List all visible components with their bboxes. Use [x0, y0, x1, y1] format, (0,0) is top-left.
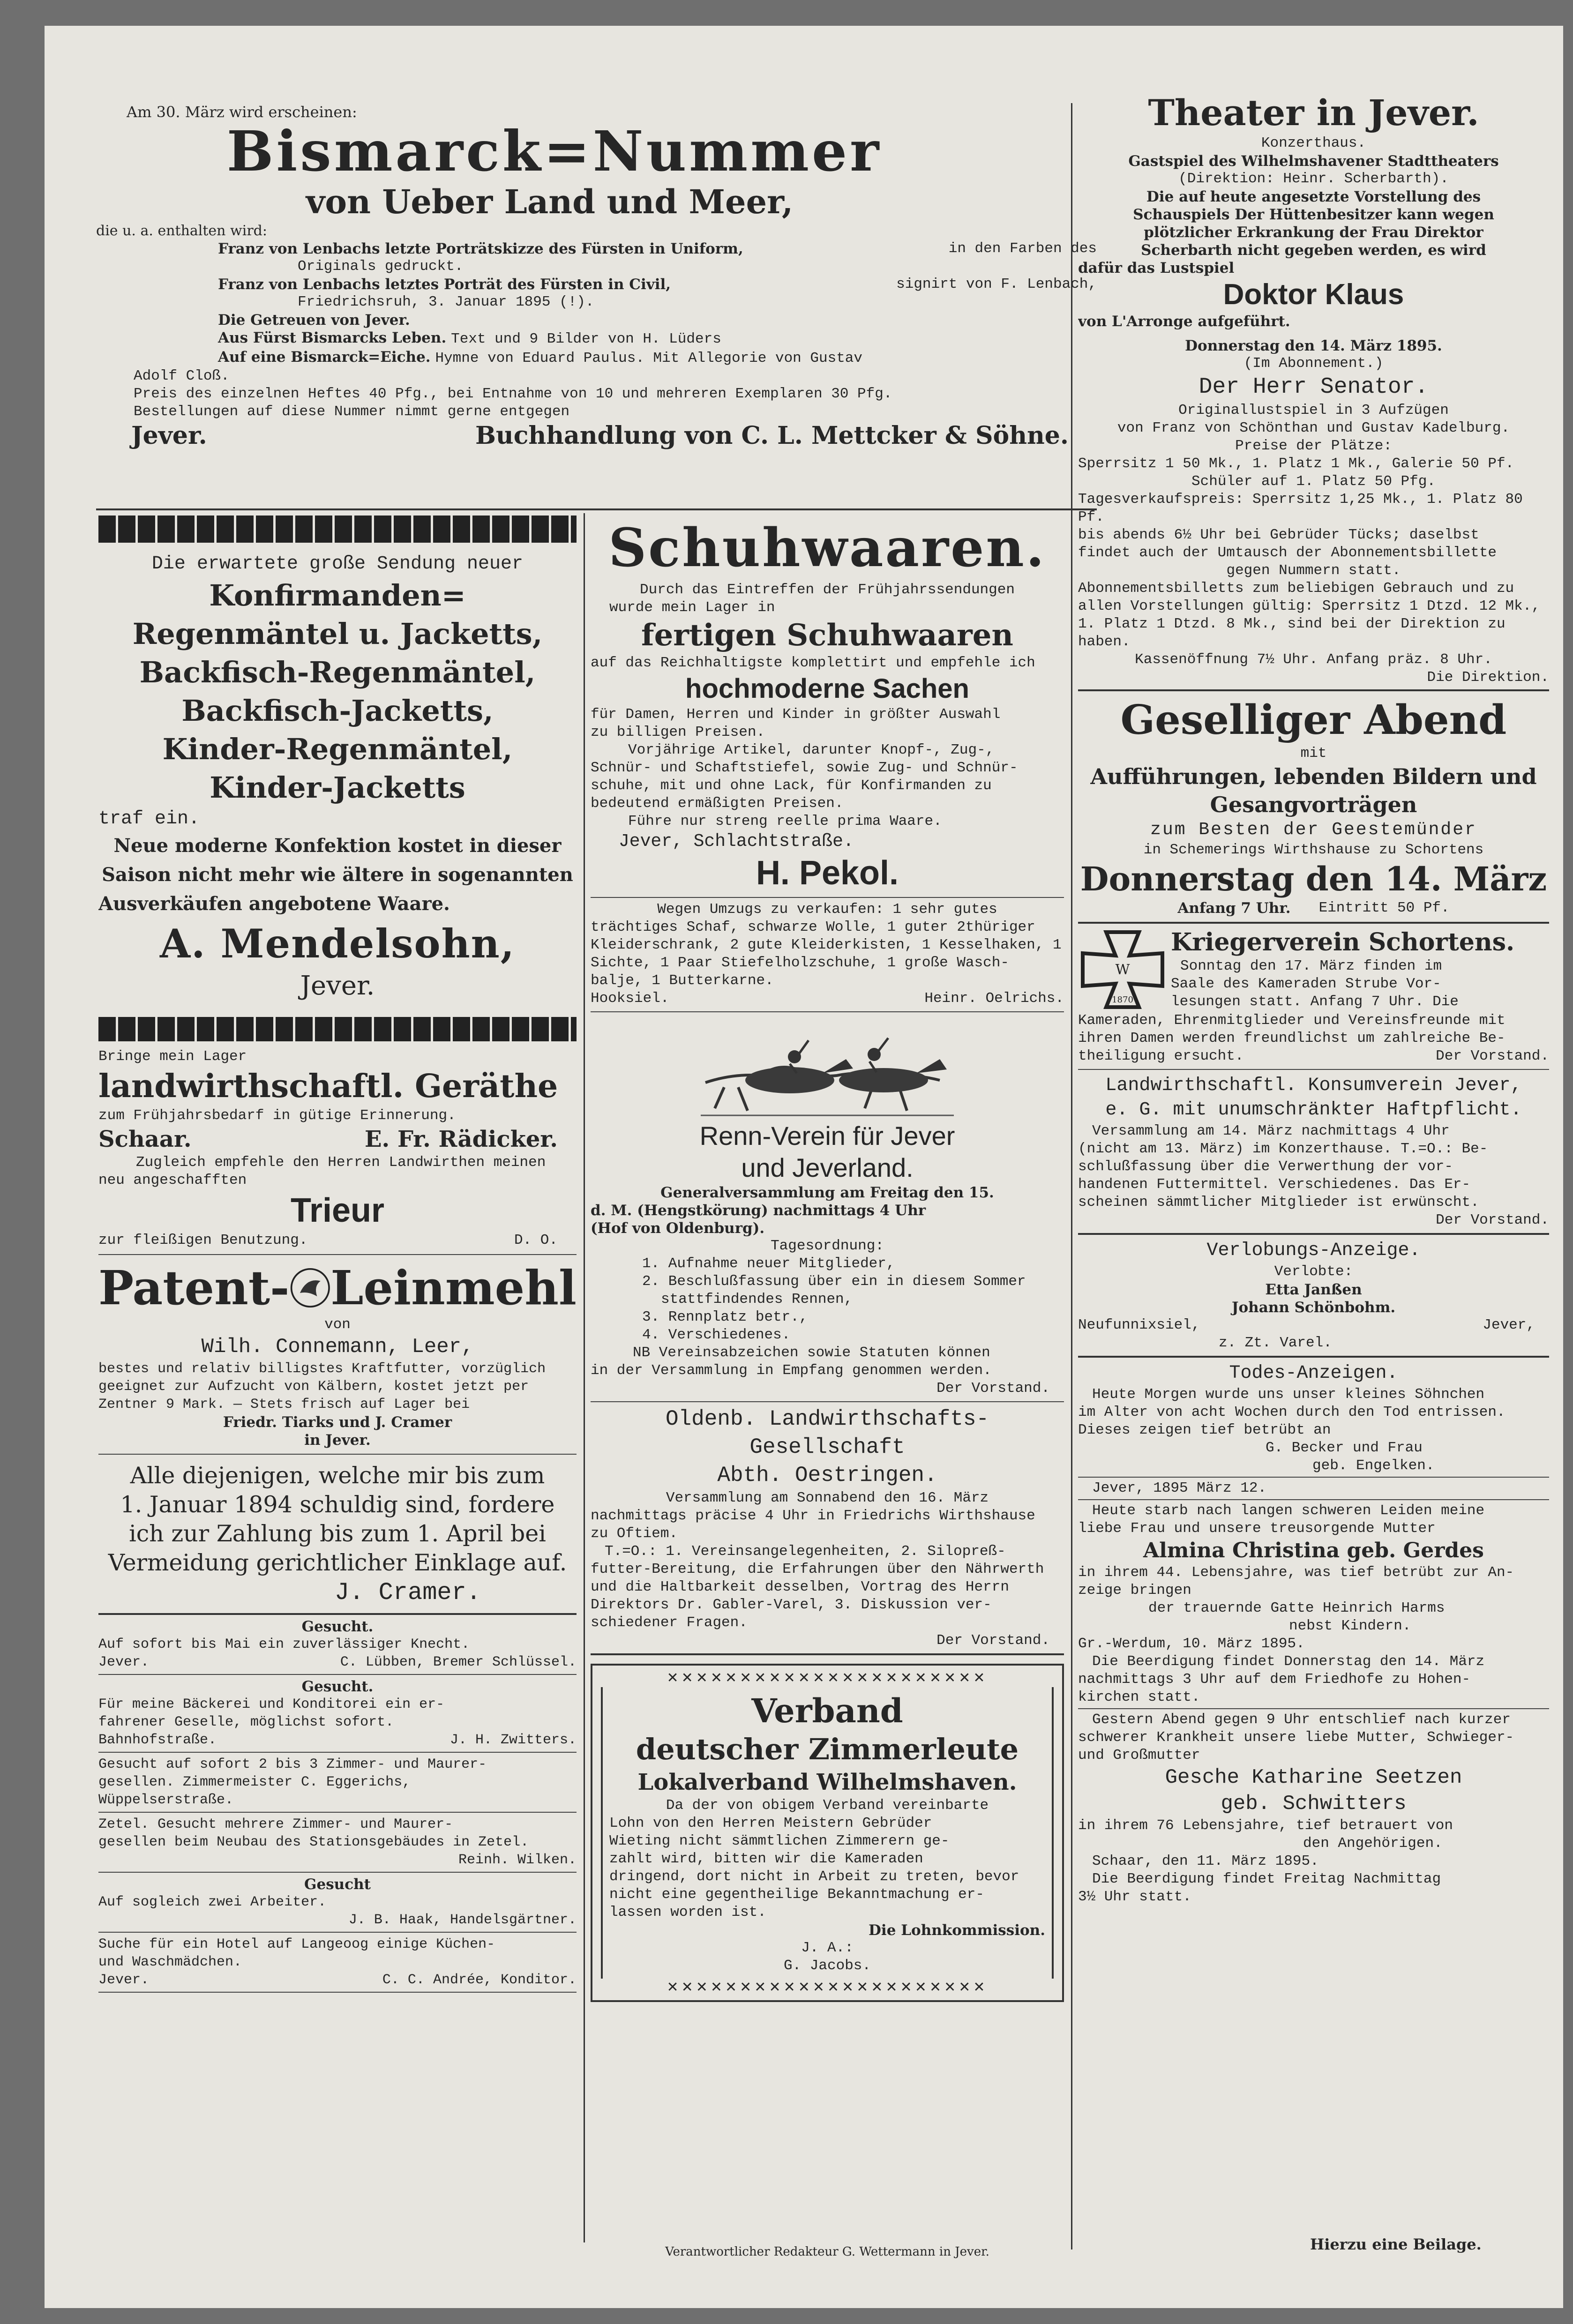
ad-signature: G. Becker und Frau	[1266, 1440, 1423, 1456]
ad-line: traf ein.	[98, 808, 200, 829]
ad-line: Heute starb nach langen schweren Leiden meine	[1092, 1502, 1485, 1519]
small-ad-signature: C. C. Andrée, Konditor.	[382, 1972, 577, 1988]
ad-line: Eintritt 50 Pf.	[1318, 900, 1450, 916]
ad-line: und die Haltbarkeit desselben, Vortrag des Herrn	[591, 1579, 1009, 1595]
ad-line: Abonnementsbilletts zum beliebigen Gebrauch und zu	[1078, 580, 1514, 597]
ad-line: Tagesverkaufspreis: Sperrsitz 1,25 Mk., 1. Platz 80 Pf.	[1078, 491, 1523, 525]
ad-heading: e. G. mit unumschränkter Haftpflicht.	[1105, 1099, 1522, 1121]
ad-heading: Patent-	[98, 1260, 290, 1315]
ad-line: schuhe, mit und ohne Lack, für Konfirmanden zu	[591, 777, 992, 794]
ad-line: Durch das Eintreffen der Frühjahrssendungen	[640, 582, 1015, 598]
ad-heading: Konfirmanden=	[209, 578, 466, 613]
small-ad-place: Jever.	[98, 1654, 150, 1670]
ad-line: dafür das Lustspiel	[1078, 260, 1235, 276]
ad-heading: Theater in Jever.	[1148, 92, 1479, 134]
beilage-note: Hierzu eine Beilage.	[1310, 2235, 1482, 2253]
small-ad-line: gesellen beim Neubau des Stationsgebäudes in Zetel.	[98, 1834, 529, 1850]
ad-signature: Heinr. Oelrichs.	[924, 990, 1064, 1007]
ad-line: Die auf heute angesetzte Vorstellung des	[1146, 188, 1481, 205]
ad-signature: den Angehörigen.	[1303, 1835, 1443, 1852]
umzug-ad	[591, 898, 1064, 1008]
bismarck-item: Friedrichsruh, 3. Januar 1895 (!).	[298, 294, 594, 310]
ad-firm: E. Fr. Rädicker.	[364, 1126, 558, 1152]
divider	[591, 1653, 1064, 1655]
divider	[1078, 1477, 1549, 1478]
ad-heading: Abth. Oestringen.	[717, 1463, 937, 1487]
ad-heading: Regenmäntel u. Jacketts,	[132, 617, 543, 651]
bismarck-orders: Bestellungen auf diese Nummer nimmt gerne entgegen	[134, 404, 570, 420]
ad-signature: Die Direktion.	[1427, 669, 1549, 686]
bismarck-ad	[96, 103, 1097, 451]
ad-line: Ausverkäufen angebotene Waare.	[98, 893, 450, 915]
iron-cross-icon	[1078, 927, 1167, 1012]
bismarck-item: Text und 9 Bilder von H. Lüders	[451, 331, 721, 347]
ad-line: in Jever.	[304, 1432, 371, 1449]
ad-line: z. Zt. Varel.	[1219, 1335, 1332, 1351]
ad-line: Die Beerdigung findet Donnerstag den 14. März	[1092, 1653, 1485, 1670]
ad-line: Direktors Dr. Gabler-Varel, 3. Diskussion ver-	[591, 1597, 992, 1613]
bismarck-place: Jever.	[131, 421, 207, 450]
ad-line: (Direktion: Heinr. Scherbarth).	[1178, 171, 1449, 187]
ad-line: im Alter von acht Wochen durch den Tod entrissen.	[1078, 1404, 1506, 1420]
ad-line: Sonntag den 17. März finden im	[1180, 958, 1442, 974]
ad-line: 3½ Uhr statt.	[1078, 1889, 1191, 1905]
ad-line: Wieting nicht sämmtlichen Zimmerern ge-	[609, 1833, 950, 1849]
ad-line: geeignet zur Aufzucht von Kälbern, kostet jetzt per	[98, 1379, 529, 1395]
ad-line: auf das Reichhaltigste komplettirt und empfehle ich	[591, 655, 1035, 671]
ad-firm: H. Pekol.	[756, 854, 899, 892]
ad-heading: Verlobungs-Anzeige.	[1206, 1240, 1421, 1261]
ad-line: Versammlung am 14. März nachmittags 4 Uhr	[1092, 1123, 1450, 1139]
ad-line: Kassenöffnung 7½ Uhr. Anfang präz. 8 Uhr.	[1135, 651, 1492, 668]
ornament-border: ✕✕✕✕✕✕✕✕✕✕✕✕✕✕✕✕✕✕✕✕✕✕	[667, 1979, 988, 1995]
ad-line: Die erwartete große Sendung neuer	[151, 553, 524, 575]
small-ad-signature: J. H. Zwitters.	[449, 1732, 577, 1748]
agenda-item: 4. Verschiedenes.	[642, 1327, 791, 1343]
bismarck-item: Aus Fürst Bismarcks Leben.	[218, 329, 447, 346]
ad-line: Zentner 9 Mark. — Stets frisch auf Lager bei	[98, 1397, 470, 1412]
ad-line: plötzlicher Erkrankung der Frau Direktor	[1144, 224, 1483, 241]
ad-heading: Leinmehl	[330, 1260, 577, 1315]
ad-heading: hochmoderne Sachen	[685, 673, 969, 704]
small-ad-line: Suche für ein Hotel auf Langeoog einige Küchen-	[98, 1936, 495, 1952]
ad-line: bis abends 6½ Uhr bei Gebrüder Tücks; daselbst	[1078, 527, 1479, 543]
ad-line: Heute Morgen wurde uns unser kleines Söhnchen	[1092, 1386, 1485, 1403]
small-ad	[98, 1816, 577, 1873]
ad-heading: fertigen Schuhwaaren	[641, 618, 1013, 653]
ad-line: nachmittags 3 Uhr auf dem Friedhofe zu Hohen-	[1078, 1671, 1471, 1688]
ad-line: d. M. (Hengstkörung) nachmittags 4 Uhr	[591, 1202, 926, 1219]
ad-line: Scherbarth nicht gegeben werden, es wird	[1141, 242, 1486, 259]
ad-line: Gastspiel des Wilhelmshavener Stadttheaters	[1128, 153, 1499, 170]
ad-line: von Franz von Schönthan und Gustav Kadelburg.	[1117, 420, 1510, 436]
newspaper-page	[45, 26, 1563, 2308]
ad-line: wurde mein Lager in	[609, 599, 775, 616]
ad-line: dringend, dort nicht in Arbeit zu treten, bevor	[609, 1868, 1019, 1885]
ad-line: Generalversammlung am Freitag den 15.	[660, 1184, 994, 1201]
ad-line: zum Besten der Geestemünder	[1150, 820, 1477, 840]
ad-signature: Der Vorstand.	[936, 1380, 1050, 1397]
ad-heading: Geselliger Abend	[1120, 696, 1507, 744]
small-ad	[98, 1678, 577, 1753]
mendelsohn-ad	[98, 543, 577, 1003]
leinmehl-logo-icon	[290, 1260, 331, 1316]
ad-line: lesungen statt. Anfang 7 Uhr. Die	[1171, 994, 1459, 1010]
rennverein-ad	[591, 1012, 1064, 1397]
ad-line: (nicht am 13. März) im Konzerthause. T.=O.: Be-	[1078, 1141, 1488, 1157]
bismarck-price: Preis des einzelnen Heftes 40 Pfg., bei Entnahme von 10 und mehreren Exemplaren 30 Pfg.	[134, 386, 892, 402]
small-ad-line: Gesucht auf sofort 2 bis 3 Zimmer- und Maurer-	[98, 1756, 487, 1772]
small-ad-place: Jever.	[98, 1972, 150, 1988]
krieger-ad	[1078, 924, 1549, 1065]
ad-line: mit	[1300, 745, 1327, 762]
ad-heading: Landwirthschaftl. Konsumverein Jever,	[1105, 1075, 1522, 1096]
small-ad-footer	[98, 1911, 577, 1929]
small-ad-footer	[98, 1851, 577, 1869]
todes-ad	[1078, 1358, 1549, 1906]
ad-line: schwerer Krankheit unsere liebe Mutter, Schwieger-	[1078, 1729, 1514, 1746]
left-column	[98, 516, 577, 1995]
verband-ad	[591, 1664, 1064, 2002]
agenda-item: 2. Beschlußfassung über ein in diesem Sommer	[642, 1273, 1026, 1290]
ad-line: handenen Futtermittel. Verschiedenes. Das Er-	[1078, 1176, 1471, 1193]
ad-line: neu angeschafften	[98, 1172, 247, 1188]
ad-line: findet auch der Umtausch der Abonnementsbillette	[1078, 545, 1497, 561]
ad-line: Schauspiels Der Hüttenbesitzer kann wegen	[1133, 206, 1494, 223]
bismarck-pre: Am 30. März wird erscheinen:	[127, 103, 357, 121]
ad-line: zu billigen Preisen.	[591, 724, 765, 740]
ad-heading: Kinder-Jacketts	[210, 770, 465, 805]
ornament-border: ✕✕✕✕✕✕✕✕✕✕✕✕✕✕✕✕✕✕✕✕✕✕	[667, 1670, 988, 1686]
ad-line: Verlobte:	[1274, 1263, 1353, 1280]
ad-line: zeige bringen	[1078, 1582, 1191, 1599]
ad-heading: Gesangvorträgen	[1210, 792, 1417, 817]
bismarck-item: Originals gedruckt.	[298, 258, 464, 275]
small-ad-footer	[98, 1653, 577, 1671]
ad-line: Kleiderschrank, 2 gute Kleiderkisten, 1 Kesselhaken, 1	[591, 937, 1062, 953]
divider	[1078, 1708, 1549, 1709]
small-ad-footer	[98, 1731, 577, 1749]
bismarck-item: Auf eine Bismarck=Eiche.	[218, 349, 431, 366]
ad-heading: Aufführungen, lebenden Bildern und	[1090, 764, 1537, 789]
small-ad-heading: Gesucht	[304, 1876, 371, 1893]
decorative-bar	[98, 516, 577, 543]
ad-line: Gestern Abend gegen 9 Uhr entschlief nach kurzer	[1092, 1711, 1511, 1728]
emblem-year: 1870	[1112, 995, 1133, 1005]
ad-line: Lohn von den Herren Meistern Gebrüder	[609, 1815, 932, 1831]
ad-line: nachmittags präcise 4 Uhr in Friedrichs Wirthshause	[591, 1508, 1035, 1524]
ad-line: Saison nicht mehr wie ältere in sogenannten	[102, 864, 573, 886]
ad-line: Wegen Umzugs zu verkaufen: 1 sehr gutes	[657, 901, 997, 918]
ad-line: schiedener Fragen.	[591, 1614, 748, 1631]
ad-heading: geb. Schwitters	[1221, 1792, 1407, 1816]
ad-heading: Oldenb. Landwirthschafts-Gesellschaft	[665, 1407, 989, 1459]
ad-line: Jever, 1895 März 12.	[1092, 1480, 1267, 1496]
ad-line: in ihrem 44. Lebensjahre, was tief betrübt zur An-	[1078, 1564, 1514, 1581]
ad-line: Versammlung am Sonnabend den 16. März	[666, 1490, 989, 1506]
small-ad-line: Zetel. Gesucht mehrere Zimmer- und Maurer-	[98, 1816, 453, 1832]
small-ad-heading: Gesucht.	[301, 1618, 374, 1635]
oldenb-ad	[591, 1402, 1064, 1650]
ad-heading: und Jeverland.	[741, 1153, 914, 1182]
ad-heading: Doktor Klaus	[1223, 278, 1404, 311]
ad-firm: A. Mendelsohn,	[160, 920, 515, 967]
ad-line: zur fleißigen Benutzung.	[98, 1232, 308, 1248]
decorative-bar	[98, 1017, 577, 1041]
ad-heading: Trieur	[290, 1192, 385, 1229]
small-ad-line: und Waschmädchen.	[98, 1954, 242, 1970]
ad-line: Dieses zeigen tief betrübt an	[1078, 1422, 1331, 1438]
small-ad-signature: J. B. Haak, Handelsgärtner.	[348, 1912, 577, 1928]
ad-line: Alle diejenigen, welche mir bis zum	[130, 1462, 545, 1489]
ad-signature: D. O.	[514, 1232, 558, 1248]
ad-line: allen Vorstellungen gültig: Sperrsitz 1 Dtzd. 12 Mk.,	[1078, 598, 1540, 614]
ad-line: von	[324, 1316, 351, 1333]
ad-line: nicht eine gegentheilige Bekanntmachung er-	[609, 1886, 984, 1903]
divider	[1078, 1499, 1549, 1500]
ad-line: theiligung ersucht.	[1078, 1048, 1244, 1064]
editor-line: Verantwortlicher Redakteur G. Wettermann in Jever.	[665, 2245, 989, 2259]
ad-heading: Backfisch-Jacketts,	[181, 694, 494, 728]
ad-line: futter-Bereitung, die Erfahrungen über den Nährwerth	[591, 1561, 1044, 1577]
ad-heading: landwirthschaftl. Geräthe	[98, 1068, 558, 1105]
ad-line: scheinen sämmtlicher Mitglieder ist erwünscht.	[1078, 1194, 1479, 1211]
small-ad-line: Auf sogleich zwei Arbeiter.	[98, 1894, 327, 1910]
verlobung-ad	[1078, 1235, 1549, 1352]
ad-town: Jever.	[300, 971, 375, 1001]
ad-line: Neue moderne Konfektion kostet in dieser	[113, 835, 562, 857]
ad-line: bestes und relativ billigstes Kraftfutter, vorzüglich	[98, 1361, 546, 1377]
middle-column	[591, 516, 1064, 2002]
small-ad-place: Bahnhofstraße.	[98, 1732, 217, 1748]
agenda-item: 3. Rennplatz betr.,	[642, 1309, 808, 1325]
ad-line: Preise der Plätze:	[1235, 438, 1392, 454]
ad-line: NB Vereinsabzeichen sowie Statuten können	[633, 1345, 990, 1361]
ad-line: ich zur Zahlung bis zum 1. April bei	[129, 1520, 546, 1547]
small-ad	[98, 1935, 577, 1993]
ad-signature: Der Vorstand.	[936, 1632, 1050, 1649]
ad-heading: Kinder-Regenmäntel,	[162, 732, 513, 766]
ad-heading: Verband	[751, 1691, 903, 1730]
divider	[98, 1752, 577, 1753]
ad-signature: Der Vorstand.	[1436, 1048, 1549, 1064]
ad-line: Vorjährige Artikel, darunter Knopf-, Zug-,	[628, 742, 995, 758]
konsum-ad	[1078, 1070, 1549, 1229]
ad-line: Da der von obigem Verband vereinbarte	[666, 1797, 989, 1814]
small-ad-footer	[98, 1971, 577, 1989]
small-ad-signature: C. Lübben, Bremer Schlüssel.	[340, 1654, 577, 1670]
ad-line: in ihrem 76 Lebensjahre, tief betrauert von	[1078, 1817, 1453, 1834]
ad-heading: Donnerstag den 14. März	[1080, 859, 1547, 898]
ad-line: Johann Schönbohm.	[1231, 1299, 1396, 1316]
small-ad-line: Wüppelserstraße.	[98, 1792, 234, 1808]
agenda-item: stattfindendes Rennen,	[661, 1291, 853, 1308]
ad-line: 1. Januar 1894 schuldig sind, fordere	[120, 1491, 555, 1518]
ad-line: Bringe mein Lager	[98, 1048, 247, 1065]
ad-line: Kameraden, Ehrenmitglieder und Vereinsfreunde mit	[1078, 1012, 1506, 1029]
horse-race-illustration	[696, 1031, 959, 1120]
ad-signature: Der Vorstand.	[1436, 1212, 1549, 1228]
small-ad-signature: Reinh. Wilken.	[458, 1852, 577, 1868]
ad-line: bedeutend ermäßigten Preisen.	[591, 795, 844, 812]
ad-line: Sperrsitz 1 50 Mk., 1. Platz 1 Mk., Galerie 50 Pf.	[1078, 456, 1514, 472]
ad-line: (Hof von Oldenburg).	[591, 1220, 765, 1237]
column-rule	[1071, 103, 1072, 2249]
abend-ad	[1078, 691, 1549, 917]
ad-line: für Damen, Herren und Kinder in größter Auswahl	[591, 706, 1001, 723]
bismarck-item: Hymne von Eduard Paulus. Mit Allegorie von Gustav	[435, 350, 863, 366]
ad-heading: Kriegerverein Schortens.	[1171, 928, 1515, 957]
small-ad-line: fahrener Geselle, möglichst sofort.	[98, 1714, 394, 1730]
ad-line: Sichte, 1 Paar Stiefelholzschuhe, 1 große Wasch-	[591, 955, 1009, 971]
small-ad-line: Auf sofort bis Mai ein zuverlässiger Knecht.	[98, 1637, 470, 1652]
ad-line: liebe Frau und unsere treusorgende Mutter	[1078, 1520, 1436, 1537]
bismarck-item: Franz von Lenbachs letztes Porträt des Fürsten in Civil,	[218, 276, 671, 293]
ad-line: Jever, Schlachtstraße.	[619, 831, 854, 852]
ad-line: Vermeidung gerichtlicher Einklage auf.	[108, 1549, 567, 1576]
ad-line: und Großmutter	[1078, 1747, 1200, 1764]
theater-ad	[1078, 91, 1549, 687]
ad-line: Die Beerdigung findet Freitag Nachmittag	[1092, 1871, 1441, 1887]
ad-heading: Backfisch-Regenmäntel,	[139, 655, 536, 689]
bismarck-item: in den Farben des	[948, 240, 1097, 257]
ad-line: in Schemerings Wirthshause zu Schortens	[1143, 842, 1484, 858]
small-ad	[98, 1618, 577, 1675]
divider	[98, 1812, 577, 1813]
bismarck-item: Franz von Lenbachs letzte Porträtskizze des Fürsten in Uniform,	[218, 240, 743, 257]
ad-line: Friedr. Tiarks und J. Cramer	[223, 1414, 452, 1431]
ad-line: (Im Abonnement.)	[1243, 355, 1384, 372]
ad-signature: geb. Engelken.	[1312, 1457, 1435, 1474]
ad-line: balje, 1 Butterkarne.	[591, 972, 774, 989]
ad-heading: Todes-Anzeigen.	[1229, 1363, 1398, 1384]
ad-line: Schaar.	[98, 1126, 192, 1152]
ad-line: kirchen statt.	[1078, 1689, 1200, 1705]
ad-line: Saale des Kameraden Strube Vor-	[1171, 976, 1441, 992]
ad-line: Anfang 7 Uhr.	[1177, 900, 1291, 917]
ad-line: lassen worden ist.	[609, 1904, 766, 1920]
ad-line: Hooksiel.	[591, 990, 669, 1007]
bismarck-subtitle: von Ueber Land und Meer,	[306, 182, 794, 221]
small-ad	[98, 1876, 577, 1933]
ad-line: T.=O.: 1. Vereinsangelegenheiten, 2. Silopreß-	[605, 1543, 1006, 1560]
ad-firm: Wilh. Connemann, Leer,	[201, 1335, 474, 1359]
ad-line: Neufunnixsiel,	[1078, 1317, 1200, 1333]
ad-line: gegen Nummern statt.	[1226, 562, 1401, 579]
ad-line: Schüler auf 1. Platz 50 Pfg.	[1191, 473, 1436, 490]
ad-signature: J. Cramer.	[334, 1579, 481, 1607]
ad-line: Tagesordnung:	[771, 1238, 884, 1254]
ad-line: von L'Arronge aufgeführt.	[1078, 313, 1290, 330]
small-ad-line: Für meine Bäckerei und Konditorei ein er-	[98, 1696, 445, 1712]
bismarck-intro: die u. a. enthalten wird:	[96, 223, 267, 239]
ad-signature: der trauernde Gatte Heinrich Harms	[1148, 1600, 1445, 1616]
ad-line: Zugleich empfehle den Herren Landwirthen meinen	[136, 1154, 546, 1171]
ad-line: Gr.-Werdum, 10. März 1895.	[1078, 1636, 1305, 1652]
pekol-ad	[591, 516, 1064, 893]
small-ad-heading: Gesucht.	[301, 1678, 374, 1695]
ad-signature: Die Lohnkommission.	[869, 1922, 1045, 1939]
divider	[98, 1992, 577, 1993]
bismarck-firm: Buchhandlung von C. L. Mettcker & Söhne.	[475, 421, 1069, 450]
ad-line: in der Versammlung in Empfang genommen werden.	[591, 1362, 992, 1379]
ad-line: Führe nur streng reelle prima Waare.	[628, 813, 942, 829]
ad-heading: Schuhwaaren.	[608, 517, 1046, 579]
ad-line: zum Frühjahrsbedarf in gütige Erinnerung.	[98, 1107, 456, 1124]
ad-line: zahlt wird, bitten wir die Kameraden	[609, 1851, 923, 1867]
right-column	[1078, 91, 1549, 1906]
divider	[98, 1932, 577, 1933]
ad-heading: deutscher Zimmerleute	[636, 1732, 1019, 1766]
ad-line: schlußfassung über die Verwerthung der vor-	[1078, 1158, 1453, 1175]
bismarck-item: signirt von F. Lenbach,	[896, 276, 1097, 292]
ad-signature: G. Jacobs.	[783, 1958, 871, 1974]
ad-signature: J. A.:	[801, 1940, 854, 1956]
ad-line: Schnür- und Schaftstiefel, sowie Zug- und Schnür-	[591, 760, 1018, 776]
small-ads	[98, 1615, 577, 1993]
divider	[98, 1674, 577, 1675]
ad-heading: Almina Christina geb. Gerdes	[1143, 1539, 1484, 1562]
small-ad	[98, 1756, 577, 1813]
ad-line: zu Oftiem.	[591, 1525, 678, 1542]
ad-line: trächtiges Schaf, schwarze Wolle, 1 guter 2thüriger	[591, 919, 1035, 935]
small-ad-line: gesellen. Zimmermeister C. Eggerichs,	[98, 1774, 411, 1790]
ad-heading: Der Herr Senator.	[1198, 374, 1429, 400]
column-rule	[584, 513, 585, 2242]
ad-line: Jever,	[1483, 1317, 1535, 1333]
agenda-item: 1. Aufnahme neuer Mitglieder,	[642, 1255, 895, 1272]
bismarck-item: Adolf Cloß.	[134, 368, 230, 384]
ad-heading: Lokalverband Wilhelmshaven.	[637, 1769, 1017, 1795]
ad-line: ihren Damen werden freundlichst um zahlreiche Be-	[1078, 1030, 1506, 1046]
divider	[98, 1872, 577, 1873]
ad-signature: nebst Kindern.	[1289, 1618, 1411, 1634]
cramer-ad	[98, 1455, 577, 1608]
ad-line: Etta Janßen	[1265, 1281, 1362, 1298]
ad-line: 1. Platz 1 Dtzd. 8 Mk., sind bei der Direktion zu haben.	[1078, 616, 1506, 650]
geraethe-ad	[98, 1041, 577, 1249]
ad-line: Originallustspiel in 3 Aufzügen	[1178, 402, 1449, 418]
ad-line: Konzerthaus.	[1261, 135, 1366, 151]
ad-heading: Gesche Katharine Seetzen	[1165, 1766, 1462, 1789]
ad-heading: Renn-Verein für Jever	[699, 1121, 955, 1151]
divider	[96, 508, 1097, 510]
bismarck-item: Die Getreuen von Jever.	[218, 312, 410, 329]
bismarck-title: Bismarck=Nummer	[226, 119, 882, 184]
leinmehl-ad	[98, 1255, 577, 1449]
svg-text:W: W	[1115, 962, 1130, 978]
ad-line: Donnerstag den 14. März 1895.	[1185, 337, 1442, 354]
ad-line: Schaar, den 11. März 1895.	[1092, 1853, 1319, 1869]
